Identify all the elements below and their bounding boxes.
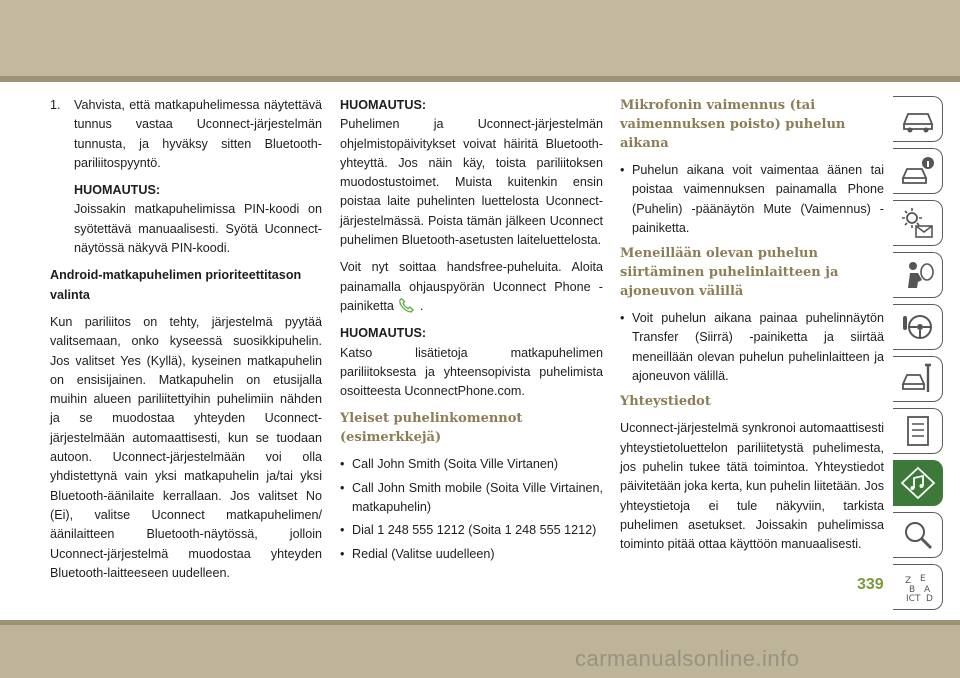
svg-text:A: A — [923, 585, 930, 595]
checklist-icon[interactable] — [893, 408, 943, 454]
top-band-rule — [0, 76, 960, 82]
page-number: 339 — [857, 576, 884, 593]
top-band — [0, 0, 960, 76]
svg-text:ICT: ICT — [905, 594, 920, 604]
note-title: HUOMAUTUS: — [74, 183, 161, 198]
heading-mute: Mikrofonin vaimennus (tai vaimennuksen poisto) puhelun aikana — [620, 98, 846, 151]
note-text: Joissakin matkapuhelimissa PIN-koodi on syötettävä manuaalisesti. Syötä Uconnect-näytössä näkyvä PIN-koodi. — [74, 202, 322, 256]
note-title: HUOMAUTUS: — [340, 326, 427, 341]
step-number: 1. — [50, 98, 61, 112]
note-text: Puhelimen ja Uconnect-järjestelmän ohjelmistopäivitykset voivat häiritä Bluetooth-yhteyttä. Jos näin käy, toista pariliitoksen muodostustoimet. Muista kuitenkin ensin poistaa laite puhelinten luettelosta Uconnect-järjestelmässä. Poista tämän jälkeen Uconnect puhelimen Bluetooth-asetusten laiteluettelosta. — [340, 117, 603, 248]
alphabet-index-icon[interactable] — [893, 564, 943, 610]
steering-wheel-icon[interactable] — [893, 304, 943, 350]
magnifier-icon[interactable] — [893, 512, 943, 558]
step-item — [50, 96, 322, 173]
subheading-priority: Android-matkapuhelimen prioriteettitason valinta — [50, 268, 302, 302]
note-block — [74, 181, 322, 258]
list-item: • Puhelun aikana voit vaimentaa äänen tai poistaa vaimennuksen painamalla Phone (Puhelin) -päänäytön Mute (Vaimennus) -painiketta. — [620, 163, 884, 235]
svg-text:B: B — [908, 585, 915, 595]
heading-transfer: Meneillään olevan puhelun siirtäminen puhelinlaitteen ja ajoneuvon välillä — [620, 246, 839, 300]
list-item: • Call John Smith (Soita Ville Virtanen) — [340, 457, 559, 472]
commands-list — [340, 455, 603, 563]
bottom-band-rule — [0, 620, 960, 625]
watermark: carmanualsonline.info — [575, 646, 800, 671]
column-middle — [340, 96, 603, 570]
multimedia-icon[interactable] — [893, 460, 943, 506]
list-item: • Dial 1 248 555 1212 (Soita 1 248 555 1212) — [340, 523, 597, 538]
list-item: • Voit puhelun aikana painaa puhelinnäytön Transfer (Siirrä) -painiketta ja siirtää meneillään olevan puhelun puhelinlaitteen ja ajoneuvon välillä. — [620, 311, 884, 384]
column-right — [620, 96, 884, 562]
list-item: • Redial (Valitse uudelleen) — [340, 546, 495, 561]
chapter-tabs — [893, 96, 943, 616]
svg-text:D: D — [925, 594, 933, 604]
svg-text:E: E — [919, 574, 926, 584]
steps-list — [50, 96, 322, 173]
mute-list — [620, 161, 884, 238]
body-priority: Kun pariliitos on tehty, järjestelmä pyytää valitsemaan, onko kyseessä suosikkipuhelin. Jos valitset Yes (Kyllä), kyseinen matkapuhelin on ensisijainen. Matkapuhelin on etusijalla muihin alueen pariliitettyihin puhelimiin nähden ja se muodostaa yhteyden Uconnect-järjestelmään automaattisesti, kun se tuodaan autoon. Uconnect-järjestelmään voi olla yhdistettynä vain yksi matkapuhelin ja/tai yksi Bluetooth-äänilaite kerrallaan. Jos valitset No (Ei), valitse Uconnect matkapuhelimen/äänilaitteen Bluetooth-näytössä, jolloin Uconnect-järjestelmä muodostaa yhteyden Bluetooth-laitteeseen uudelleen. — [50, 314, 322, 580]
call-text-end: . — [419, 298, 424, 313]
transfer-list — [620, 309, 884, 386]
airbag-person-icon[interactable] — [893, 252, 943, 298]
svg-text:Z: Z — [904, 576, 911, 586]
body-contacts: Uconnect-järjestelmä synkronoi automaattisesti yhteystietoluettelon pariliitetystä puhelimesta, jos puhelin tukee tätä toimintoa. Yhteystiedot päivitetään joka kerta, kun puhelin liitetään. Jos yhteystietoja ei tule näkyviin, tarkista puhelimen asetukset. Joissakin puhelimissa toiminto pitää ottaa käyttöön manuaalisesti. — [620, 421, 884, 552]
car-interior-icon[interactable] — [893, 96, 943, 142]
warning-lights-icon[interactable] — [893, 200, 943, 246]
note-title: HUOMAUTUS: — [340, 98, 427, 112]
list-item: • Call John Smith mobile (Soita Ville Virtainen, matkapuhelin) — [340, 480, 603, 515]
car-tools-icon[interactable] — [893, 356, 943, 402]
step-text: Vahvista, että matkapuhelimessa näytettävä tunnus vastaa Uconnect-järjestelmän tunnusta, ja hyväksy sitten Bluetooth-pariliitospyyntö. — [74, 98, 322, 170]
call-text: Voit nyt soittaa handsfree-puheluita. Aloita painamalla ohjauspyörän Uconnect Phone -painiketta — [340, 260, 603, 313]
phone-icon — [397, 298, 417, 314]
heading-commands: Yleiset puhelinkomennot (esimerkkejä) — [340, 411, 523, 446]
heading-contacts: Yhteystiedot — [620, 394, 711, 410]
column-left — [50, 96, 322, 591]
note-text: Katso lisätietoja matkapuhelimen pariliitoksesta ja yhteensopivista puhelimista osoitteesta UconnectPhone.com. — [340, 345, 603, 399]
car-info-icon[interactable] — [893, 148, 943, 194]
call-paragraph — [340, 258, 603, 316]
bottom-band — [0, 625, 960, 678]
